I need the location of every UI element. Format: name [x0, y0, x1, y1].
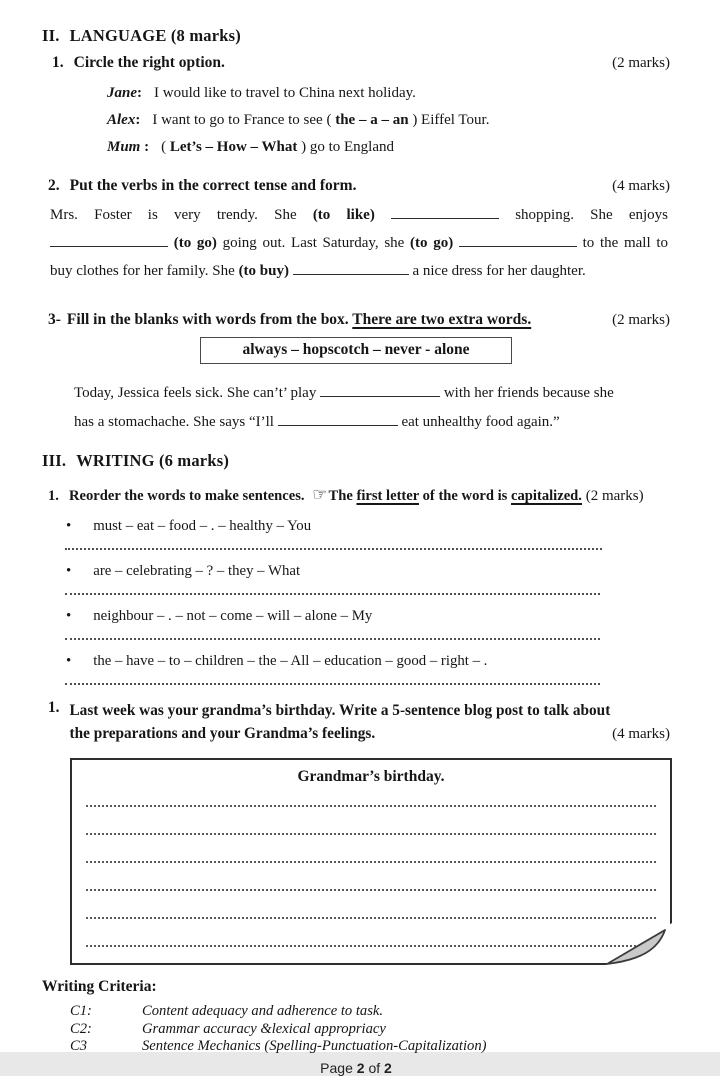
q3-marks: (2 marks) [612, 312, 670, 328]
criteria-code: C1: [70, 1003, 92, 1019]
dialogue-text: I would like to travel to China next holiday. [154, 85, 416, 101]
q3-title-underlined: There are two extra words. [352, 311, 532, 328]
q3-header [48, 311, 670, 329]
q3-text: has a stomachache. She says “I’ll [74, 414, 278, 430]
criteria-code: C3 [70, 1038, 88, 1054]
dialogue-text: ( [161, 139, 170, 155]
q3-line-1 [74, 379, 670, 408]
dialogue-line-mum [107, 134, 670, 161]
reorder-item [66, 608, 670, 625]
answer-blank [50, 235, 168, 247]
q1-title-row [52, 54, 225, 72]
q1-marks: (2 marks) [612, 55, 670, 71]
q2-text: to the mall to [576, 235, 669, 251]
criteria-item [70, 1003, 670, 1021]
q1-number: 1. [52, 54, 64, 71]
w1-header [48, 485, 670, 505]
q3-paragraph [74, 379, 670, 437]
reorder-item [66, 653, 670, 670]
footer-of: of [368, 1059, 381, 1076]
writing-box-title: Grandmar’s birthday. [297, 768, 445, 785]
bullet-icon: • [66, 608, 72, 624]
w1-bullets [42, 518, 670, 685]
w2-title-line-2-row [69, 722, 670, 746]
answer-line [86, 917, 656, 919]
pointing-hand-icon: ☞ [312, 485, 328, 504]
q2-marks: (4 marks) [612, 178, 670, 194]
criteria-text: Grammar accuracy &lexical appropriacy [142, 1020, 386, 1037]
q2-paragraph [50, 201, 668, 285]
q2-title-row [48, 177, 356, 195]
dialogue-text-after: ) go to England [297, 139, 395, 155]
w1-note: The [328, 488, 357, 504]
dialogue-options: Let’s – How – What [169, 139, 298, 155]
speaker-name: Mum : [107, 139, 150, 155]
section-language-title: LANGUAGE (8 marks) [69, 26, 241, 45]
criteria-title: Writing Criteria: [42, 978, 157, 995]
footer-label: Page [320, 1059, 353, 1076]
q2-line-3 [50, 257, 668, 285]
criteria-item [70, 1021, 670, 1039]
reorder-words: neighbour – . – not – come – will – alone – My [93, 608, 373, 624]
writing-answer-box [70, 758, 672, 965]
w1-marks: (2 marks) [581, 488, 644, 504]
reorder-item [66, 518, 670, 535]
w2-title-line-1: Last week was your grandma’s birthday. Write a 5-sentence blog post to talk about [69, 702, 611, 719]
q2-text: going out. Last Saturday, she [216, 235, 411, 251]
reorder-words: are – celebrating – ? – they – What [93, 563, 301, 579]
reorder-item [66, 563, 670, 580]
q3-text: eat unhealthy food again.” [397, 414, 560, 430]
q3-title-row [48, 311, 531, 329]
q3-line-2 [74, 408, 670, 437]
footer-page-number: 2 [356, 1059, 365, 1076]
bullet-icon: • [66, 563, 72, 579]
reorder-words: the – have – to – children – the – All – education – good – right – . [93, 653, 488, 669]
dialogue-text: I want to go to France to see ( [152, 112, 336, 128]
answer-line [86, 945, 656, 947]
answer-blank [278, 414, 398, 426]
page-curl-icon [598, 919, 672, 965]
section-writing-heading [42, 451, 670, 471]
q2-line-1 [50, 201, 668, 229]
q3-text: with her friends because she [440, 385, 614, 401]
answer-line [86, 833, 656, 835]
w1-number: 1. [48, 488, 59, 504]
answer-line [65, 593, 600, 595]
reorder-words: must – eat – food – . – healthy – You [93, 518, 312, 534]
w2-marks: (4 marks) [612, 726, 670, 742]
q1-dialogue [107, 80, 670, 161]
page-footer [42, 1060, 670, 1076]
criteria-text: Sentence Mechanics (Spelling-Punctuation-Capitalization) [142, 1038, 487, 1054]
w2-title-block [69, 699, 670, 746]
answer-blank [391, 207, 499, 219]
dialogue-line-jane [107, 80, 670, 107]
q3-text: Today, Jessica feels sick. She can’t’ play [74, 385, 321, 401]
answer-line [65, 548, 602, 550]
q2-verb-hint: (to like) [312, 207, 375, 223]
speaker-name: Jane: [107, 85, 142, 101]
criteria-code: C2: [70, 1020, 92, 1037]
q2-title: Put the verbs in the correct tense and form. [69, 177, 357, 194]
section-writing-title: WRITING (6 marks) [76, 451, 230, 470]
q2-text: buy clothes for her family. She [50, 263, 239, 279]
bullet-icon: • [66, 653, 72, 669]
section-language-heading [42, 26, 670, 46]
q3-number: 3- [48, 311, 61, 328]
w2-number: 1. [48, 699, 60, 716]
word-bank-box: always – hopscotch – never - alone [200, 337, 512, 364]
criteria-text: Content adequacy and adherence to task. [142, 1003, 384, 1019]
q1-header [52, 54, 670, 72]
q2-verb-hint: (to go) [173, 235, 217, 251]
w1-note-underlined-1: first letter [356, 488, 419, 504]
bullet-icon: • [66, 518, 72, 534]
q2-text: shopping. She enjoys [499, 207, 668, 223]
answer-line [65, 638, 600, 640]
answer-line [86, 889, 656, 891]
footer-page-total: 2 [384, 1059, 392, 1076]
speaker-name: Alex: [107, 112, 141, 128]
criteria-item [70, 1038, 670, 1056]
w1-note-underlined-2: capitalized. [511, 488, 582, 504]
answer-blank [459, 235, 577, 247]
dialogue-text-after: ) Eiffel Tour. [408, 112, 490, 128]
q2-text: a nice dress for her daughter. [408, 263, 586, 279]
answer-line [86, 861, 656, 863]
q1-title: Circle the right option. [73, 54, 225, 71]
w2-title-line-2: the preparations and your Grandma’s feelings. [69, 725, 376, 742]
section-language-number: II. [42, 26, 60, 45]
answer-line [86, 805, 656, 807]
q2-header [48, 177, 670, 195]
q2-number: 2. [48, 177, 60, 194]
w1-title: Reorder the words to make sentences. [68, 488, 309, 504]
answer-blank [293, 263, 409, 275]
dialogue-options: the – a – an [335, 112, 409, 128]
w2-header [48, 699, 670, 746]
q3-title: Fill in the blanks with words from the box. [66, 311, 353, 328]
dialogue-line-alex [107, 107, 670, 134]
answer-line [65, 683, 600, 685]
w1-note-mid: of the word is [418, 488, 512, 504]
section-writing-number: III. [42, 451, 67, 470]
q2-verb-hint: (to buy) [238, 263, 289, 279]
q2-verb-hint: (to go) [410, 235, 454, 251]
q2-line-2 [50, 229, 668, 257]
answer-blank [320, 385, 440, 397]
q2-text: Mrs. Foster is very trendy. She [50, 207, 313, 223]
